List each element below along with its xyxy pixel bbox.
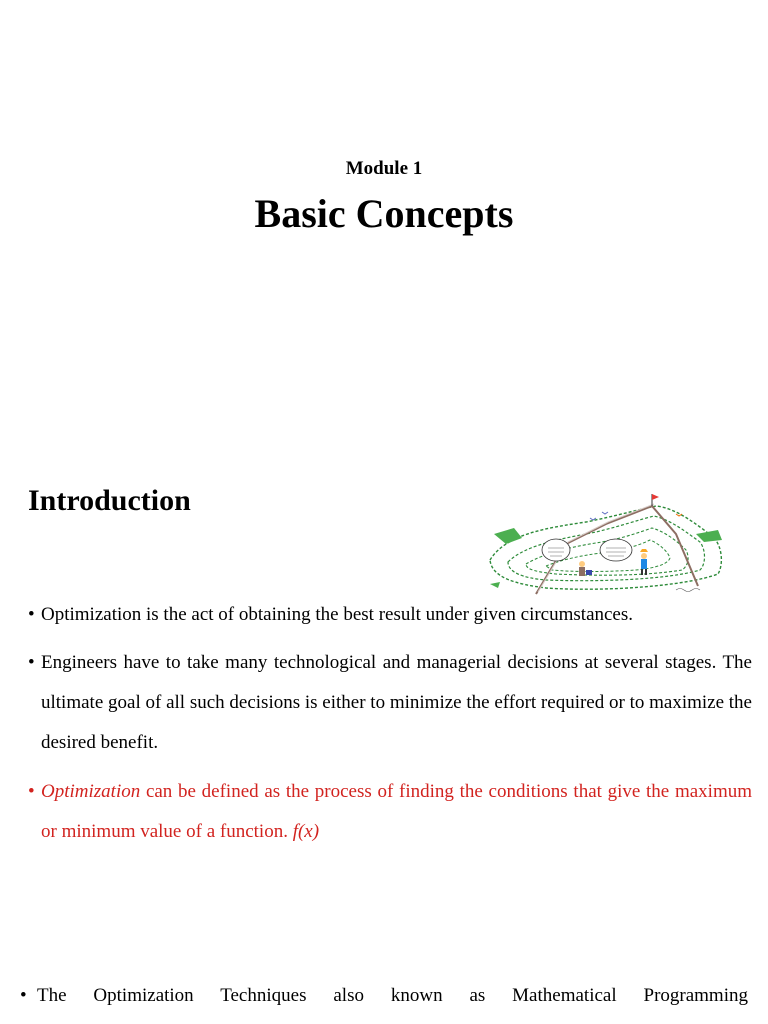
- module-label: Module 1: [345, 158, 423, 179]
- definition-text: [28, 772, 752, 852]
- bullet-text: Optimization is the act of obtaining the best result under given circumstances.: [41, 604, 634, 625]
- bullet-marker: •: [28, 604, 35, 625]
- section-heading: Introduction: [28, 484, 191, 517]
- page-title: Basic Concepts: [254, 191, 514, 236]
- list-item: [28, 595, 752, 635]
- bullet-marker: •: [20, 985, 27, 1006]
- list-item: [20, 976, 748, 1016]
- list-item: [28, 643, 752, 763]
- bullet-text: can be defined as the process of finding the conditions that give the maximum or minimum value of a function.: [41, 781, 752, 842]
- bullet-marker: •: [28, 652, 35, 673]
- term-optimization: Optimization: [41, 781, 141, 802]
- bullet-text: The Optimization Techniques also known as Mathematical Programming: [37, 985, 748, 1006]
- bullet-text: Engineers have to take many technological and managerial decisions at several stages. The ultimate goal of all such decisions is either to minimize the effort required or to maximize the desired benefit.: [41, 652, 752, 753]
- bullet-marker: •: [28, 781, 35, 802]
- list-item-definition: [28, 772, 752, 852]
- hill-climbing-cartoon-icon: [486, 494, 732, 596]
- formula-fx: f(x): [292, 821, 320, 842]
